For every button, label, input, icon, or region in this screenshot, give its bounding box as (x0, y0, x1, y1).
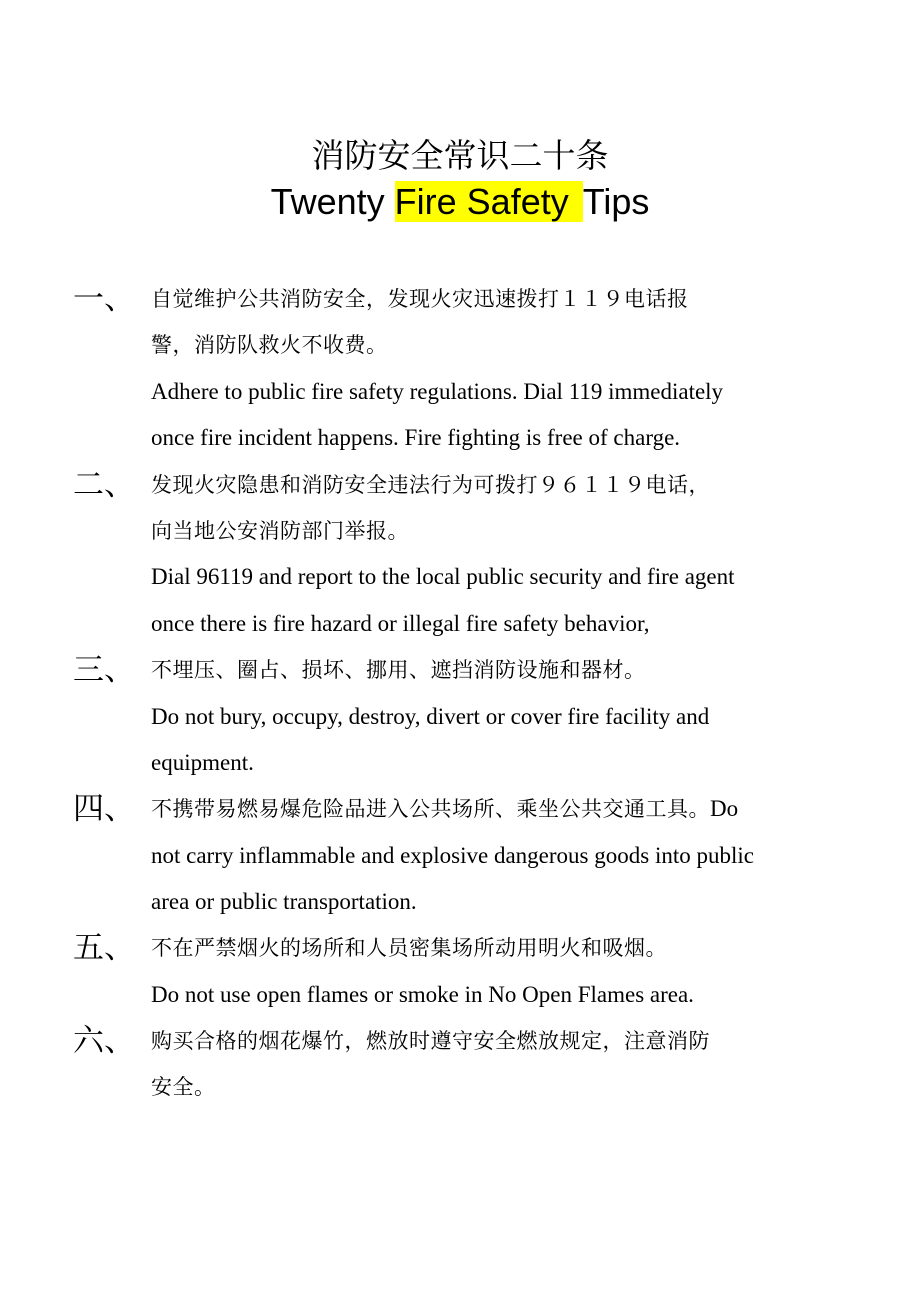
tip-zh-line: 向当地公安消防部门举报。 (151, 519, 409, 543)
tip-en-line: equipment. (151, 750, 254, 775)
tip-number: 五、 (73, 930, 135, 966)
tip-number: 六、 (73, 1023, 135, 1059)
tip-en-line: Do not use open flames or smoke in No Open Flames area. (151, 982, 694, 1007)
tip-en-line: Do not bury, occupy, destroy, divert or cover fire facility and (151, 704, 710, 729)
tip-number: 一、 (73, 281, 135, 317)
tip-en-line: not carry inflammable and explosive dangerous goods into public (151, 843, 754, 868)
title-chinese: 消防安全常识二十条 (311, 136, 609, 175)
tip-number: 二、 (73, 467, 135, 503)
title-english (0, 178, 920, 226)
title-english-highlight: Fire Safety (395, 181, 583, 222)
tip-en-line: once fire incident happens. Fire fighting is free of charge. (151, 425, 681, 450)
tip-zh-line: 发现火灾隐患和消防安全违法行为可拨打９６１１９电话， (151, 473, 710, 497)
tip-zh-line: 不在严禁烟火的场所和人员密集场所动用明火和吸烟。 (151, 936, 667, 960)
tip-en-line: Dial 96119 and report to the local public security and fire agent (151, 564, 735, 589)
title-english-post: Tips (582, 181, 650, 222)
tip-number: 四、 (73, 791, 135, 827)
tip-zh-line: 警，消防队救火不收费。 (151, 333, 388, 357)
title-english-pre: Twenty (270, 181, 395, 222)
tip-en-line: once there is fire hazard or illegal fire safety behavior, (151, 611, 650, 636)
tip-en-line: area or public transportation. (151, 889, 417, 914)
tip-zh-line: 不埋压、圈占、损坏、挪用、遮挡消防设施和器材。 (151, 658, 646, 682)
tip-zh-line (151, 786, 851, 833)
tip-zh-line: 安全。 (151, 1075, 216, 1099)
tip-zh-text: 不携带易燃易爆危险品进入公共场所、乘坐公共交通工具。 (151, 797, 710, 821)
tip-en-line: Adhere to public fire safety regulations. Dial 119 immediately (151, 379, 724, 404)
tip-en-inline: Do (710, 796, 739, 821)
tip-number: 三、 (73, 652, 135, 688)
tip-zh-line: 自觉维护公共消防安全，发现火灾迅速拨打１１９电话报 (151, 287, 689, 311)
tip-zh-line: 购买合格的烟花爆竹，燃放时遵守安全燃放规定，注意消防 (151, 1029, 710, 1053)
